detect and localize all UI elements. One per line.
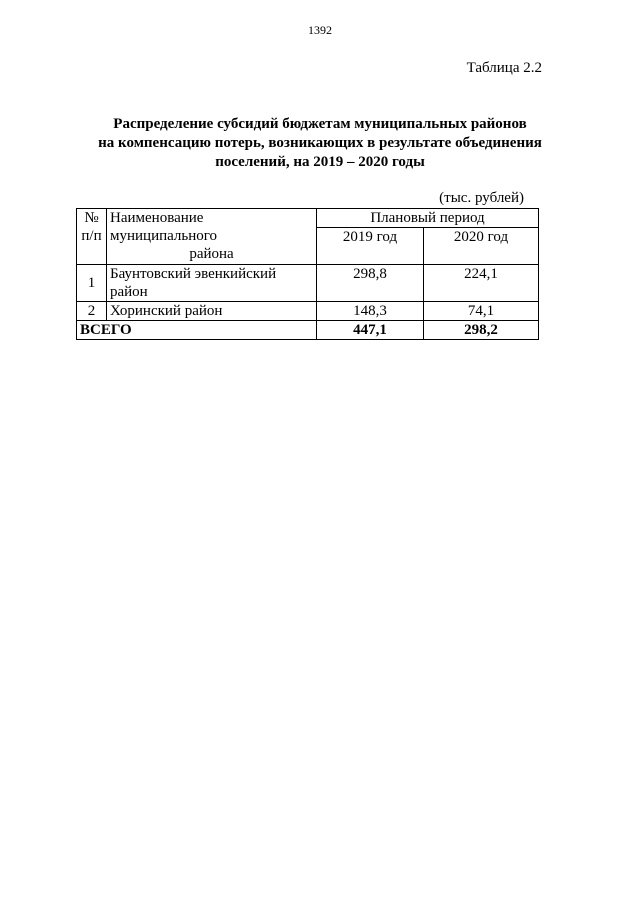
header-name-line-2: района (189, 246, 234, 262)
units-label: (тыс. рублей) (439, 190, 524, 206)
title-line-1: Распределение субсидий бюджетам муниципальных районов (113, 116, 527, 132)
total-value-2019: 447,1 (317, 321, 424, 340)
row-value-2019: 298,8 (317, 265, 424, 302)
header-name (107, 209, 317, 265)
row-name: Хоринский район (107, 302, 317, 321)
header-name-line-1: Наименование муниципального (110, 210, 218, 244)
row-number: 1 (77, 265, 107, 302)
subsidy-table (76, 208, 539, 340)
row-value-2020: 74,1 (424, 302, 539, 321)
header-period: Плановый период (317, 209, 539, 228)
table-row (77, 302, 539, 321)
row-value-2020: 224,1 (424, 265, 539, 302)
title-line-2: на компенсацию потерь, возникающих в результате объединения (98, 135, 542, 151)
total-row (77, 321, 539, 340)
table-caption: Таблица 2.2 (466, 60, 542, 76)
header-number-line-2: п/п (81, 228, 102, 244)
row-value-2019: 148,3 (317, 302, 424, 321)
total-label: ВСЕГО (77, 321, 317, 340)
page-number: 1392 (308, 23, 332, 37)
row-name: Баунтовский эвенкийский район (107, 265, 317, 302)
header-year-2019: 2019 год (317, 228, 424, 265)
row-number: 2 (77, 302, 107, 321)
header-number (77, 209, 107, 265)
title-line-3: поселений, на 2019 – 2020 годы (215, 154, 425, 170)
total-value-2020: 298,2 (424, 321, 539, 340)
document-title (0, 115, 640, 172)
header-number-line-1: № (84, 210, 99, 226)
header-row (77, 209, 539, 228)
header-year-2020: 2020 год (424, 228, 539, 265)
table-row (77, 265, 539, 302)
